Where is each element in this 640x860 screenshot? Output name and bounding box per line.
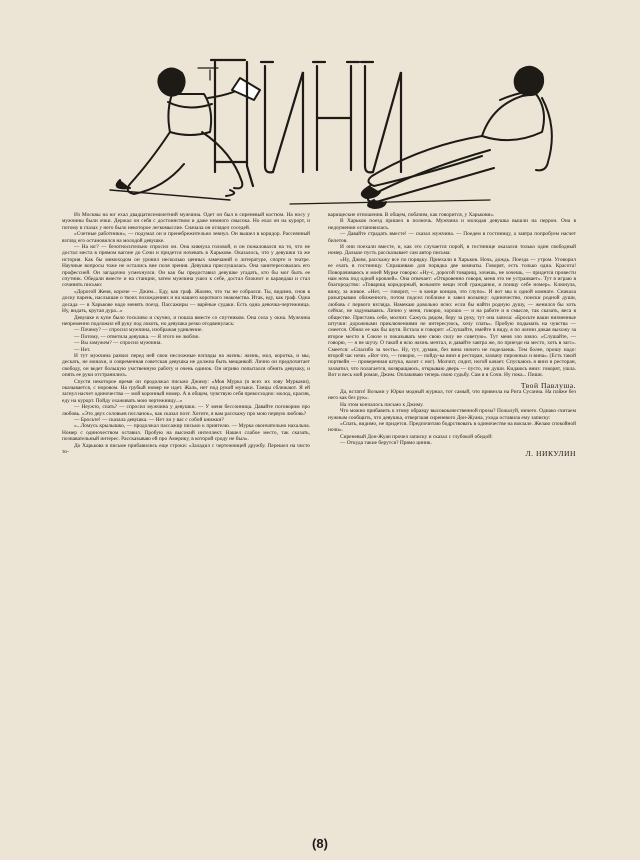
- paragraph: И тут мужчина развил перед ней свои несложные взгляды на жизнь: жизнь, мол, коротка, и мы, дескать, не монахи, и современная советская девушка не должна быть мещанкой. Лично он предпочитает свободу, он ведет большую умственную работу и очень одинок. Он игриво попытался обнять девушку, и опять ее руки отстранились.: [62, 352, 310, 379]
- paragraph: На этом кончалось письмо к Джиму.: [340, 401, 424, 408]
- paragraph: Из Москвы на юг ехал двадцатисемилетний мужчина. Одет он был в сиреневый костюм. На носу у мужчины были очки. Держал он себя с достоинством и даже немного свысока. Но ехал он на курорт, и потому в глазах у него было некоторое легкомыслие. Сначала он оглядел соседей.: [62, 212, 310, 231]
- page-number: (8): [312, 836, 328, 851]
- paragraph: — Откуда такие берутся? Прямо циник.: [340, 440, 432, 447]
- letter-signoff: Твой Павлуша.: [520, 380, 576, 390]
- paragraph: «Дорогой Женя, короче — Джим... Еду, как граф. Жалею, что ты не собрался. Ты, видимо, снов в доску парень, наслышан о твоих похождениях и на нашего короткого знакомства. Итак, еду, как граф. Одна досада — в Харькове надо менять поезд. Пассажиры — варёные судаки. Есть одна девочка-чертежница. Ну, видать, крутая дура...»: [62, 288, 310, 315]
- paragraph: И они поехали вместе, и, как это случается порой, в гостинице оказался только один свободный номер. Дальше пусть рассказывает сам автор письма:: [328, 244, 576, 257]
- title-lettering: [205, 52, 415, 190]
- paragraph: — Потому, — ответила девушка. — Я этого не люблю.: [74, 333, 200, 340]
- article-left-column: [62, 212, 310, 832]
- paragraph: варищеские отношения. В общем, побачим, как говорится, у Харькови».: [328, 212, 495, 218]
- paragraph: «Спать, видимо, не придется. Предпочитаю бодрствовать в одиночестве на вокзале. Желаю спокойной ночи».: [328, 421, 576, 434]
- paragraph: «Счетные работники», — подумал он и пренебрежительно зевнул. Он вышел в коридор. Рассеянный взгляд его остановился на молодой девушке.: [62, 231, 310, 244]
- paragraph: Что можно прибавить к этому образцу высококачественной прозы? Пожалуй, ничего. Однако считаем нужным сообщить, что девушка, отвергшая сиреневого Дон-Жуана, ухода оставила ему записку:: [328, 408, 576, 421]
- paragraph: Девушке в купе было тоскливо и скучно, и пошла вместе со спутником. Она села у окна. Мужчина непременно подложил ей руку под локоть, но девушка резко отодвинулась:: [62, 314, 310, 327]
- article-right-column: [328, 212, 576, 832]
- paragraph: — Неужто, спать? — спросил мужчина у девушки. — У меня бессонница. Давайте поговорим про любовь. «Это двух соловьев посланок», как сказал поэт. Хотите, я вам расскажу про мою первую любовь?: [62, 404, 310, 417]
- author-signature: Л. НИКУЛИН: [525, 448, 576, 458]
- paragraph: — Нет.: [74, 346, 91, 353]
- paragraph: — Почему? — спросил мужчина, изображая удивление.: [74, 327, 203, 334]
- paragraph: — Бросьте! — сказала девушка. — Нет ли у вас с собой книжки?: [74, 417, 224, 423]
- paragraph: В Харьков поезд пришел в полночь. Мужчина и молодая девушка вышли на перрон. Она в недоумении остановилась.: [328, 218, 576, 231]
- paragraph: «Ну, Джим, расскажу все по порядку. Приехали в Харьков. Ночь, дождь. Поезда — утром. Уговорил ее ехать в гостиницу. Спрашиваю для порядка две комнаты. Говорят, есть только одна. Красота! Поворачиваюсь и моей Мурке говорю: «Ну-с, дорогой товарищ, хочешь, не хочешь, — придется провести нам ночь под одной кровлей». Она отвечает: «Откровенно говоря, меня это не устраивает». Тут я играю в благородство: «Товарищ коридорный, возьмите вещи этой гражданки, я поищу себе номер». Клюнула, вижу, за живое. «Нет, — говорит, — в конце концов, это глупо». И вот мы в одной комнате. Сначала разыгрываю обиженного, потом подсел поближе и завел волынку: одиночество, поиски родной души, любовь с первого взгляда. Намекаю довольно ясно: если бы найти родную душу, — женился бы хоть сейчас, не задумываясь. Лично у меня, говорю, хорошо — и на работе и в смысле, так сказать, веса в обществе. Пристань себе, молчит. Сажусь рядом, беру за руку, тут она запела: «Бросьте ваши низменные штучки: дорожными приключениями не интересуюсь, хочу спать». Пробую подымать на чувства — смеется. Обнял ее как бы шутя. Встала и говорит: «Слушайте, имейте в виду, я по жизни дикая выхожу за второе место в Союзе и показывать мне свою силу не советую». Тут меня зло взяло. «Слушайте, — говорю, — я не шучу. О такой я всю жизнь мечтал, и давайте завтра же, по приезде на место, хоть в загс». Смеется: «Спасибо за честь». Ну, тут, думаю, без вина ничего не поделаешь. Тем более, прошу надо: второй час ночи. «Вот что, — говорю, — пойду-ка вниз в ресторан, захвачу пирожных и вина». (Есть такой портвейн — проверенная штука, валит с ног). Молчит, сидит, ногой качает. Спускаюсь я вниз в ресторан, захватил, что полагается, возвращаюсь, открываю дверь — пусто, ни души. Кидаюсь вниз: говорят, ушла. Вот и весь мой роман, Джим. Оплакиваю теперь свою судьбу. Сам я в Сочи. Ну пока... Пиши.: [328, 256, 576, 379]
- paragraph: — Вы замужем? — спросил мужчина.: [74, 340, 162, 347]
- paragraph: «...Ломусь крылышко, — продолжал пассажир письмо к приятелю. — Мурка окончательно нахальна. Номер с одиночеством оставил. Пробую на высокий интеллект. Нашел слабое место, так сказать, познавательный интерес. Рассказываю ей про Америку, в которой сроду не был».: [62, 423, 310, 443]
- paragraph: Сиреневый Дон-Жуан прочел записку и сказал с глубокой обидой:: [340, 433, 493, 440]
- paragraph: До Харькова в письме прибавились еще строки: «Заладил с чертежницей дружбу. Перешел на чисто то-: [62, 442, 310, 456]
- paragraph: — Давайте страдать вместе! — сказал мужчина. — Поедем в гостиницу, а завтра попробуем насчет билетов.: [328, 231, 576, 244]
- paragraph: Спустя некоторое время он продолжал письмо Джиму: «Моя Мурка (я всех их зову Мурками), оказывается, с норовом. На грубый номер не идет. Жаль, нет под рукой музыки. Танцы сближают. Я ей загнул насчет одиночества — мой коронный номер. А в общем, чувствую себя превосходно: молод, красив, еду на курорт. Пойду охаживать мою чертежницу...»: [62, 378, 310, 404]
- paragraph: — На юг? — безотносительно спросил он. Она кивнула головой, и он пожаловался на то, что не достал места в прямом вагоне до Сочи и придется ночевать в Харькове. Оказалось, что у девушки та же история. Как бы мимоходом он уронил несколько ценных замечаний о литературе, спорте и театре. Научные вопросы тоже не остались вне поля зрения. Девушка прислушалась. Она заинтересовалась его профессией. Он загадочно усмехнулся. Он как бы предоставил девушке угадать, кто бы мог быть ее спутник. Обедали вместе и на станции, затем мужчина ушел к себе, достал блокнот и карандаш и стал сочинять письмо:: [62, 244, 310, 289]
- page-title: ЦИНИК: [308, 182, 312, 183]
- paragraph: Да, встати! Возьми у Юрки модный журнал, тот самый, что привезла на Рига Сусанна. На пляже без него как без рук».: [328, 388, 576, 402]
